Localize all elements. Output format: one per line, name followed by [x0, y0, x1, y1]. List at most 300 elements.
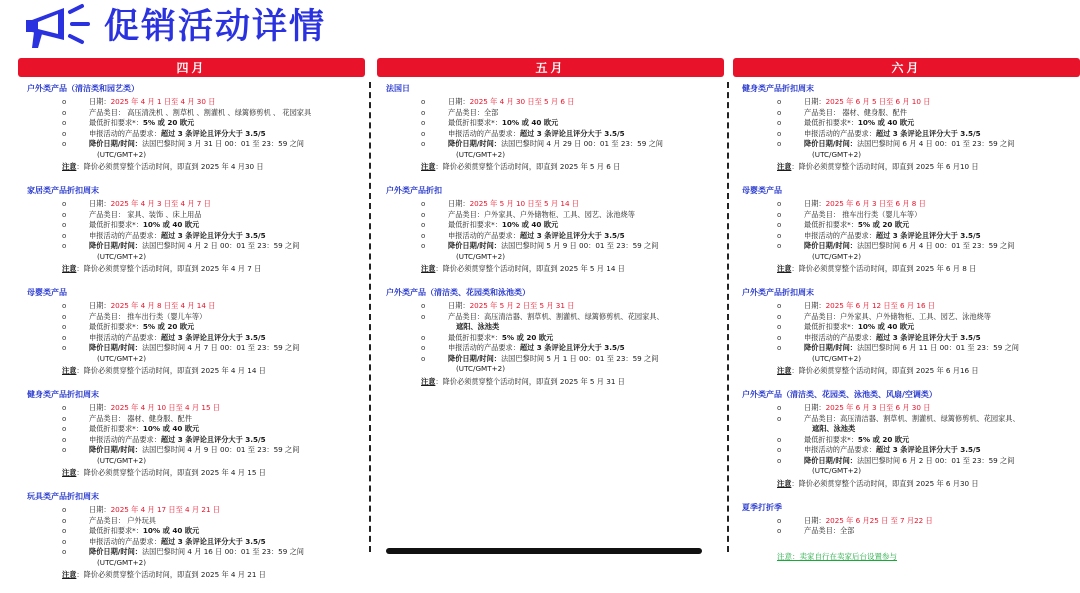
review-value: 超过 3 条评论且评分大于 3.5/5	[875, 332, 981, 342]
bullet-icon: o	[62, 210, 67, 219]
detail-line	[742, 322, 1080, 333]
promo-title: 法国日	[386, 84, 410, 93]
bullet-icon: o	[777, 129, 782, 138]
note-text: ：降价必须贯穿整个活动时间，即直到 2025 年 4 月 15 日	[76, 468, 266, 477]
note-line	[742, 161, 1080, 172]
bullet-icon: o	[777, 231, 782, 240]
detail-line	[27, 435, 365, 446]
date-range: 2025 年 4 月 10 日至 4 月 15 日	[110, 403, 220, 412]
bullet-icon: o	[777, 527, 782, 535]
discount-label: 最低折扣要求*：	[89, 424, 143, 433]
period-label: 降价日期/时间：	[89, 547, 142, 556]
detail-line	[742, 445, 1080, 456]
timezone-text: (UTC/GMT+2)	[97, 353, 147, 363]
period-label: 降价日期/时间：	[89, 241, 142, 250]
note-text: ：降价必须贯穿整个活动时间，即直到 2025 年 4 月 7 日	[76, 264, 262, 273]
date-range: 2025 年 4 月 8 日至 4 月 14 日	[110, 301, 216, 310]
category-text: 产品类目： 推车出行类（婴儿车等）	[89, 311, 207, 321]
promo-block	[27, 491, 365, 580]
note-line	[27, 569, 365, 580]
promo-block	[27, 83, 365, 172]
note-label: 注意	[62, 264, 77, 273]
detail-line	[386, 343, 724, 354]
note-line	[386, 376, 724, 387]
review-value: 超过 3 条评论且评分大于 3.5/5	[519, 128, 625, 138]
note-line	[27, 365, 365, 376]
detail-line	[27, 129, 365, 140]
discount-label: 最低折扣要求*：	[448, 332, 502, 342]
detail-line	[27, 312, 365, 323]
detail-line	[386, 252, 724, 263]
bullet-icon: o	[62, 446, 67, 454]
discount-label: 最低折扣要求*：	[448, 220, 502, 229]
discount-label: 最低折扣要求*：	[804, 118, 858, 127]
detail-line	[742, 466, 1080, 477]
note-text: ：降价必须贯穿整个活动时间，即直到 2025 年 5 月 31 日	[435, 376, 625, 386]
discount-value: 10% 或 40 欧元	[142, 526, 200, 535]
promo-block	[742, 185, 1080, 274]
bullet-icon: o	[777, 446, 782, 454]
note-text: ：降价必须贯穿整个活动时间，即直到 2025 年 6 月 8 日	[791, 264, 977, 273]
timezone-text: (UTC/GMT+2)	[812, 149, 862, 159]
page-header	[24, 2, 326, 52]
promo-block	[27, 185, 365, 274]
detail-line	[27, 343, 365, 354]
period-value: 法国巴黎时间 5 月 9 日 00：01 至 23：59 之间	[500, 241, 659, 250]
promo-title: 玩具类产品折扣周末	[27, 492, 99, 501]
detail-line	[386, 210, 724, 221]
bullet-icon: o	[62, 129, 67, 138]
footer-note: 注意：卖家自行在卖家后台设置参与	[777, 551, 897, 561]
detail-line	[742, 435, 1080, 446]
month-header: 五月	[377, 58, 724, 77]
period-value: 法国巴黎时间 6 月 11 日 00：01 至 23：59 之间	[856, 343, 1019, 352]
timezone-text: (UTC/GMT+2)	[812, 251, 862, 261]
bullet-icon: o	[62, 98, 67, 106]
timezone-text: (UTC/GMT+2)	[812, 353, 862, 363]
bullet-icon: o	[421, 98, 426, 106]
note-text: ：降价必须贯穿整个活动时间，即直到 2025 年 4 月 14 日	[76, 366, 266, 375]
bullet-icon: o	[777, 200, 782, 208]
period-value: 法国巴黎时间 6 月 2 日 00：01 至 23：59 之间	[856, 455, 1015, 465]
bullet-icon: o	[62, 312, 67, 321]
bullet-icon: o	[62, 221, 67, 229]
detail-line	[27, 414, 365, 425]
discount-value: 10% 或 40 欧元	[142, 424, 200, 433]
bullet-icon: o	[62, 323, 67, 331]
detail-line	[27, 108, 365, 119]
bullet-icon: o	[777, 344, 782, 352]
category-text: 产品类目：高压清洁器、割草机、割灌机、绿篱修剪机、花园家具、	[448, 311, 664, 321]
promo-block	[742, 83, 1080, 172]
bullet-icon: o	[62, 140, 67, 148]
date-label: 日期：	[448, 97, 470, 106]
detail-line	[27, 97, 365, 108]
date-label: 日期：	[804, 97, 826, 106]
bullet-icon: o	[421, 140, 426, 148]
bullet-icon: o	[777, 98, 782, 106]
note-text: ：降价必须贯穿整个活动时间，即直到 2025 年 5 月 14 日	[435, 264, 625, 273]
period-value: 法国巴黎时间 4 月 7 日 00：01 至 23：59 之间	[141, 343, 300, 352]
bullet-icon: o	[777, 140, 782, 148]
promo-block	[742, 389, 1080, 489]
review-value: 超过 3 条评论且评分大于 3.5/5	[160, 434, 266, 444]
detail-line	[742, 312, 1080, 323]
detail-line	[27, 537, 365, 548]
bullet-icon: o	[421, 129, 426, 138]
bullet-icon: o	[62, 435, 67, 444]
detail-line	[742, 210, 1080, 221]
month-column-april	[18, 58, 365, 593]
date-range: 2025 年 4 月 17 日至 4 月 21 日	[110, 505, 220, 514]
date-label: 日期：	[448, 301, 470, 310]
note-line	[27, 263, 365, 274]
bullet-icon: o	[421, 302, 426, 310]
detail-line	[742, 199, 1080, 210]
note-text: ：降价必须贯穿整个活动时间，即直到 2025 年 5 月 6 日	[435, 162, 621, 171]
date-label: 日期：	[89, 199, 111, 208]
period-value: 法国巴黎时间 4 月 9 日 00：01 至 23：59 之间	[141, 445, 300, 454]
discount-label: 最低折扣要求*：	[804, 322, 858, 331]
discount-value: 5% 或 20 欧元	[857, 220, 910, 229]
promo-block	[386, 287, 724, 387]
date-label: 日期：	[89, 505, 111, 514]
period-label: 降价日期/时间：	[804, 241, 857, 250]
review-label: 申报活动的产品要求：	[89, 434, 161, 444]
detail-line	[27, 547, 365, 558]
discount-value: 5% 或 20 欧元	[857, 434, 910, 444]
category-text: 产品类目： 高压清洗机 、割草机 、割灌机 、绿篱修剪机 、 花园家具	[89, 107, 312, 117]
bullet-icon: o	[62, 344, 67, 352]
discount-value: 10% 或 40 欧元	[501, 220, 559, 229]
discount-label: 最低折扣要求*：	[89, 322, 143, 331]
detail-line	[27, 241, 365, 252]
period-value: 法国巴黎时间 4 月 2 日 00：01 至 23：59 之间	[141, 241, 300, 250]
detail-line	[386, 139, 724, 150]
promo-block	[386, 185, 724, 274]
home-indicator[interactable]	[386, 548, 702, 554]
bullet-icon: o	[777, 414, 782, 423]
period-label: 降价日期/时间：	[804, 343, 857, 352]
category-text: 产品类目：户外家具、户外储物柜、工具、园艺、泳池烧等	[448, 209, 635, 219]
bullet-icon: o	[421, 221, 426, 229]
bullet-icon: o	[777, 404, 782, 412]
bullet-icon: o	[777, 119, 782, 127]
bullet-icon: o	[62, 108, 67, 117]
period-label: 降价日期/时间：	[89, 343, 142, 352]
promo-title: 夏季打折季	[742, 502, 782, 512]
detail-line	[386, 118, 724, 129]
period-label: 降价日期/时间：	[448, 353, 501, 363]
date-label: 日期：	[89, 403, 111, 412]
promo-block	[742, 287, 1080, 376]
period-label: 降价日期/时间：	[89, 445, 142, 454]
bullet-icon: o	[62, 333, 67, 342]
note-text: ：降价必须贯穿整个活动时间，即直到 2025 年 6 月16 日	[791, 366, 979, 375]
bullet-icon: o	[62, 506, 67, 514]
review-label: 申报活动的产品要求：	[804, 332, 876, 342]
timezone-text: (UTC/GMT+2)	[97, 455, 147, 465]
detail-line	[27, 505, 365, 516]
bullet-icon: o	[62, 404, 67, 412]
date-label: 日期：	[804, 301, 826, 310]
detail-line	[386, 241, 724, 252]
date-range: 2025 年 4 月 30 日至 5 月 6 日	[469, 97, 575, 106]
date-label: 日期：	[448, 199, 470, 208]
promo-title: 母婴类产品	[742, 186, 782, 195]
note-line	[27, 161, 365, 172]
date-range: 2025 年 6 月 3 日至 6 月 30 日	[825, 403, 931, 412]
detail-line	[742, 333, 1080, 344]
bullet-icon: o	[777, 323, 782, 331]
bullet-icon: o	[777, 456, 782, 465]
promo-title: 健身类产品折扣周末	[27, 390, 99, 399]
review-value: 超过 3 条评论且评分大于 3.5/5	[519, 230, 625, 240]
period-label: 降价日期/时间：	[804, 139, 857, 148]
bullet-icon: o	[421, 242, 426, 250]
period-value: 法国巴黎时间 6 月 4 日 00：01 至 23：59 之间	[856, 139, 1015, 148]
bullet-icon: o	[421, 119, 426, 127]
review-label: 申报活动的产品要求：	[89, 128, 161, 138]
period-label: 降价日期/时间：	[804, 455, 857, 465]
bullet-icon: o	[62, 537, 67, 546]
review-value: 超过 3 条评论且评分大于 3.5/5	[160, 230, 266, 240]
detail-line	[386, 301, 724, 312]
period-value: 法国巴黎时间 3 月 31 日 00：01 至 23：59 之间	[141, 139, 304, 148]
date-label: 日期：	[89, 97, 111, 106]
timezone-text: (UTC/GMT+2)	[97, 149, 147, 159]
discount-label: 最低折扣要求*：	[448, 118, 502, 127]
detail-line	[27, 301, 365, 312]
detail-line	[27, 252, 365, 263]
promo-title: 户外类产品折扣周末	[742, 288, 814, 297]
discount-value: 5% 或 20 欧元	[142, 118, 195, 127]
bullet-icon: o	[777, 221, 782, 229]
detail-line	[27, 403, 365, 414]
note-line	[386, 161, 724, 172]
bullet-icon: o	[777, 312, 782, 321]
date-range: 2025 年 6 月25 日 至 7 月22 日	[825, 515, 933, 525]
detail-line	[742, 343, 1080, 354]
detail-line	[742, 456, 1080, 467]
detail-line	[27, 456, 365, 467]
discount-value: 5% 或 20 欧元	[501, 332, 554, 342]
review-value: 超过 3 条评论且评分大于 3.5/5	[875, 445, 981, 454]
note-label: 注意	[421, 376, 436, 386]
detail-line	[27, 322, 365, 333]
category-text: 产品类目： 推车出行类（婴儿车等）	[804, 209, 922, 219]
bullet-icon: o	[421, 200, 426, 208]
detail-line	[742, 354, 1080, 365]
date-range: 2025 年 4 月 1 日至 4 月 30 日	[110, 97, 216, 106]
note-label: 注意	[421, 162, 436, 171]
discount-label: 最低折扣要求*：	[89, 220, 143, 229]
date-range: 2025 年 4 月 3 日至 4 月 7 日	[110, 199, 211, 208]
period-label: 降价日期/时间：	[448, 241, 501, 250]
detail-line	[386, 354, 724, 365]
category-text-cont: 遮阳、泳池类	[456, 322, 500, 331]
bullet-icon: o	[421, 231, 426, 240]
bullet-icon: o	[62, 200, 67, 208]
column-divider	[369, 82, 371, 552]
review-label: 申报活动的产品要求：	[89, 230, 161, 240]
promo-title: 母婴类产品	[27, 288, 67, 297]
detail-line	[742, 252, 1080, 263]
review-value: 超过 3 条评论且评分大于 3.5/5	[160, 128, 266, 138]
bullet-icon: o	[62, 302, 67, 310]
promo-title: 健身类产品折扣周末	[742, 84, 814, 93]
date-range: 2025 年 6 月 5 日至 6 月 10 日	[825, 97, 931, 106]
column-divider	[727, 82, 729, 552]
promo-block	[27, 389, 365, 478]
detail-line	[386, 129, 724, 140]
category-text: 产品类目： 器材、健身服、配件	[804, 107, 907, 117]
note-label: 注意	[777, 478, 792, 488]
date-range: 2025 年 6 月 12 日至 6 月 16 日	[825, 301, 935, 310]
detail-line	[27, 424, 365, 435]
review-value: 超过 3 条评论且评分大于 3.5/5	[875, 230, 981, 240]
discount-value: 10% 或 40 欧元	[501, 118, 559, 127]
bullet-icon: o	[62, 516, 67, 525]
category-text: 产品类目： 户外玩具	[89, 515, 156, 525]
bullet-icon: o	[421, 312, 426, 321]
note-line	[27, 467, 365, 478]
discount-value: 5% 或 20 欧元	[142, 322, 195, 331]
bullet-icon: o	[62, 548, 67, 556]
promo-title: 户外类产品（清洁类、花园类、泳池类、风扇/空调类）	[742, 390, 937, 399]
promo-title: 户外类产品（清洁类、花园类和泳池类）	[386, 288, 530, 297]
detail-line	[742, 516, 1080, 527]
category-text: 产品类目：户外家具、户外储物柜、工具、园艺、泳池烧等	[804, 311, 991, 321]
discount-label: 最低折扣要求*：	[89, 118, 143, 127]
detail-line	[386, 333, 724, 344]
timezone-text: (UTC/GMT+2)	[456, 149, 506, 159]
bullet-icon: o	[421, 210, 426, 219]
detail-line	[386, 231, 724, 242]
period-value: 法国巴黎时间 4 月 16 日 00：01 至 23：59 之间	[141, 547, 304, 556]
timezone-text: (UTC/GMT+2)	[456, 251, 506, 261]
date-label: 日期：	[804, 403, 826, 412]
bullet-icon: o	[777, 435, 782, 444]
note-line	[742, 365, 1080, 376]
note-label: 注意	[777, 264, 792, 273]
timezone-text: (UTC/GMT+2)	[97, 251, 147, 261]
detail-line	[742, 150, 1080, 161]
detail-line	[386, 220, 724, 231]
period-value: 法国巴黎时间 4 月 29 日 00：01 至 23：59 之间	[500, 139, 663, 148]
note-label: 注意	[421, 264, 436, 273]
detail-line	[27, 333, 365, 344]
detail-line	[27, 516, 365, 527]
review-label: 申报活动的产品要求：	[448, 230, 520, 240]
detail-line	[742, 129, 1080, 140]
review-value: 超过 3 条评论且评分大于 3.5/5	[160, 536, 266, 546]
detail-line	[742, 220, 1080, 231]
detail-line	[27, 210, 365, 221]
review-label: 申报活动的产品要求：	[448, 343, 520, 352]
category-text: 产品类目：全部	[804, 526, 855, 535]
category-text: 产品类目： 家具、装饰 、床上用品	[89, 209, 202, 219]
category-text: 产品类目： 器材、健身服、配件	[89, 413, 192, 423]
month-column-june	[733, 58, 1080, 574]
bullet-icon: o	[777, 302, 782, 310]
month-column-may	[377, 58, 724, 400]
discount-label: 最低折扣要求*：	[89, 526, 143, 535]
date-label: 日期：	[804, 199, 826, 208]
detail-line	[27, 526, 365, 537]
period-label: 降价日期/时间：	[448, 139, 501, 148]
note-text: ：降价必须贯穿整个活动时间，即直到 2025 年 4 月30 日	[76, 162, 264, 171]
discount-value: 10% 或 40 欧元	[857, 118, 915, 127]
review-value: 超过 3 条评论且评分大于 3.5/5	[519, 343, 625, 352]
bullet-icon: o	[777, 516, 782, 525]
promo-title: 户外类产品折扣	[386, 186, 442, 195]
detail-line	[27, 150, 365, 161]
detail-line	[742, 526, 1080, 537]
date-range: 2025 年 5 月 2 日至 5 月 31 日	[469, 301, 575, 310]
bullet-icon: o	[777, 242, 782, 250]
review-value: 超过 3 条评论且评分大于 3.5/5	[875, 128, 981, 138]
promo-title: 家居类产品折扣周末	[27, 186, 99, 195]
review-label: 申报活动的产品要求：	[804, 230, 876, 240]
promo-title: 户外类产品（清洁类和园艺类）	[27, 84, 139, 93]
detail-line	[742, 241, 1080, 252]
timezone-text: (UTC/GMT+2)	[97, 557, 147, 567]
bullet-icon: o	[421, 108, 426, 117]
discount-label: 最低折扣要求*：	[804, 434, 858, 444]
detail-line	[742, 97, 1080, 108]
discount-value: 10% 或 40 欧元	[857, 322, 915, 331]
note-label: 注意	[62, 366, 77, 375]
detail-line	[742, 301, 1080, 312]
discount-label: 最低折扣要求*：	[804, 220, 858, 229]
bullet-icon: o	[62, 414, 67, 423]
note-text: ：降价必须贯穿整个活动时间，即直到 2025 年 6 月30 日	[791, 478, 979, 488]
detail-line	[27, 354, 365, 365]
promo-block	[742, 502, 1080, 562]
category-text-cont: 遮阳、泳池类	[812, 424, 856, 433]
detail-line	[27, 199, 365, 210]
detail-line	[386, 312, 724, 323]
date-label: 日期：	[804, 515, 826, 525]
bullet-icon: o	[62, 231, 67, 240]
category-text: 产品类目：高压清洁器、割草机、割灌机、绿篱修剪机、花园家具、	[804, 413, 1020, 423]
detail-line	[742, 231, 1080, 242]
review-label: 申报活动的产品要求：	[804, 128, 876, 138]
bullet-icon: o	[777, 108, 782, 117]
promo-block	[27, 287, 365, 376]
period-label: 降价日期/时间：	[89, 139, 142, 148]
promo-block	[386, 83, 724, 172]
note-line	[742, 263, 1080, 274]
detail-line	[742, 424, 1080, 435]
note-text: ：降价必须贯穿整个活动时间，即直到 2025 年 4 月 21 日	[76, 570, 266, 579]
detail-line	[386, 364, 724, 375]
bullet-icon: o	[62, 425, 67, 433]
detail-line	[742, 403, 1080, 414]
detail-line	[386, 322, 724, 333]
date-range: 2025 年 5 月 10 日至 5 月 14 日	[469, 199, 579, 208]
review-value: 超过 3 条评论且评分大于 3.5/5	[160, 332, 266, 342]
detail-line	[27, 558, 365, 569]
month-header: 四月	[18, 58, 365, 77]
review-label: 申报活动的产品要求：	[804, 445, 876, 454]
review-label: 申报活动的产品要求：	[89, 536, 161, 546]
bullet-icon: o	[777, 210, 782, 219]
bullet-icon: o	[62, 527, 67, 535]
date-label: 日期：	[89, 301, 111, 310]
detail-line	[742, 139, 1080, 150]
